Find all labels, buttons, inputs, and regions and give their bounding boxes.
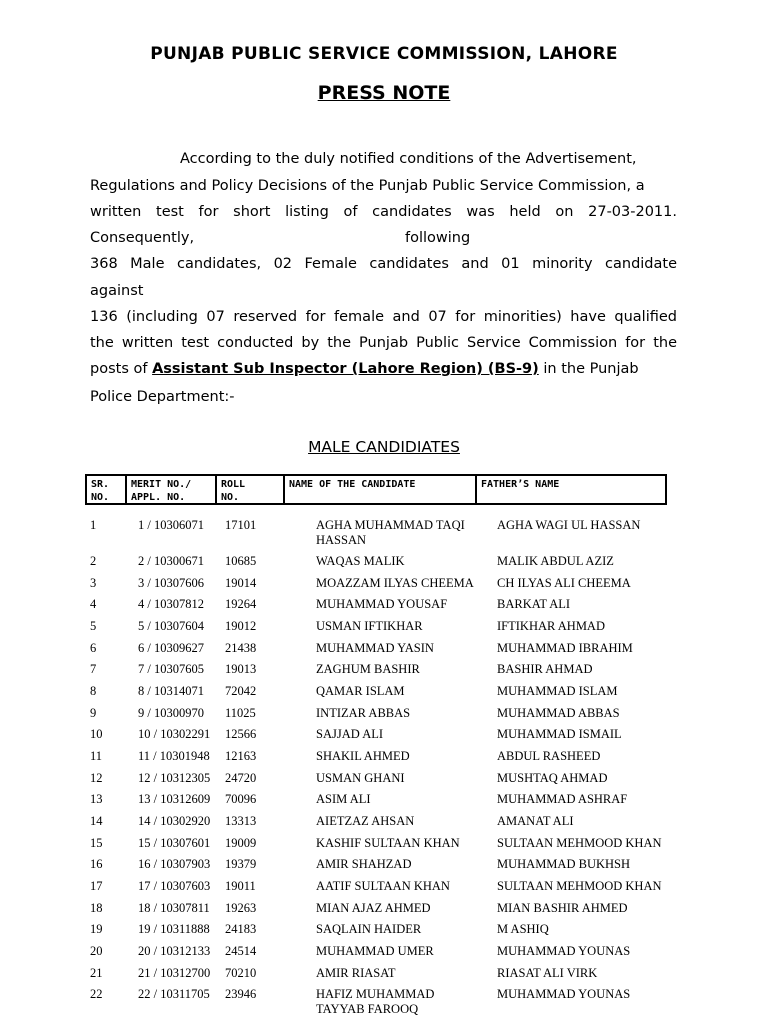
table-header [85, 474, 667, 505]
cell-roll-no: 70210 [225, 966, 257, 980]
cell-roll-no: 19009 [225, 836, 257, 850]
cell-merit-no: 3 / 10307606 [138, 576, 204, 590]
cell-father-name: MUHAMMAD ISMAIL [497, 727, 622, 741]
cell-roll-no: 12163 [225, 749, 257, 763]
cell-father-name: ABDUL RASHEED [497, 749, 601, 763]
header-roll-no: ROLL NO. [221, 479, 246, 503]
body-line-4a: Consequently, [90, 230, 195, 246]
cell-roll-no: 11025 [225, 706, 256, 720]
cell-sr-no: 6 [90, 641, 97, 655]
cell-merit-no: 17 / 10307603 [138, 879, 211, 893]
cell-roll-no: 12566 [225, 727, 257, 741]
cell-sr-no: 11 [90, 749, 103, 763]
cell-candidate-name: AGHA MUHAMMAD TAQI HASSAN [316, 518, 465, 547]
cell-father-name: MALIK ABDUL AZIZ [497, 554, 614, 568]
cell-merit-no: 13 / 10312609 [138, 792, 211, 806]
cell-sr-no: 20 [90, 944, 103, 958]
cell-sr-no: 21 [90, 966, 103, 980]
cell-father-name: MUHAMMAD YOUNAS [497, 944, 631, 958]
cell-sr-no: 2 [90, 554, 97, 568]
cell-candidate-name: INTIZAR ABBAS [316, 706, 411, 720]
cell-merit-no: 4 / 10307812 [138, 597, 204, 611]
cell-roll-no: 19264 [225, 597, 257, 611]
cell-sr-no: 19 [90, 922, 103, 936]
cell-father-name: AGHA WAGI UL HASSAN [497, 518, 641, 532]
header-candidate-name: NAME OF THE CANDIDATE [289, 479, 416, 490]
cell-father-name: M ASHIQ [497, 922, 549, 936]
header-father-name: FATHER’S NAME [481, 479, 560, 490]
body-line-6: against [90, 283, 144, 299]
cell-merit-no: 14 / 10302920 [138, 814, 211, 828]
cell-candidate-name: AMIR SHAHZAD [316, 857, 412, 871]
body-line-9 [90, 359, 677, 379]
cell-candidate-name: MUHAMMAD YASIN [316, 641, 434, 655]
cell-candidate-name: WAQAS MALIK [316, 554, 405, 568]
section-title-male-candidates: MALE CANDIDIATES [308, 438, 460, 456]
cell-father-name: MUHAMMAD YOUNAS [497, 987, 631, 1001]
cell-candidate-name: MIAN AJAZ AHMED [316, 901, 431, 915]
cell-roll-no: 24720 [225, 771, 257, 785]
cell-roll-no: 13313 [225, 814, 257, 828]
body-line-4b: following [405, 230, 471, 246]
cell-candidate-name: USMAN IFTIKHAR [316, 619, 423, 633]
cell-merit-no: 21 / 10312700 [138, 966, 211, 980]
cell-candidate-name: SAJJAD ALI [316, 727, 384, 741]
cell-candidate-name: USMAN GHANI [316, 771, 405, 785]
cell-roll-no: 23946 [225, 987, 257, 1001]
cell-candidate-name: MOAZZAM ILYAS CHEEMA [316, 576, 474, 590]
cell-father-name: MUHAMMAD IBRAHIM [497, 641, 633, 655]
cell-sr-no: 10 [90, 727, 103, 741]
cell-sr-no: 15 [90, 836, 103, 850]
body-line-9-suffix: in the Punjab [538, 361, 639, 377]
post-name: Assistant Sub Inspector (Lahore Region) (BS-9) [152, 361, 539, 377]
cell-father-name: MUHAMMAD ISLAM [497, 684, 618, 698]
cell-sr-no: 22 [90, 987, 103, 1001]
cell-father-name: MUHAMMAD ABBAS [497, 706, 620, 720]
cell-father-name: MUHAMMAD BUKHSH [497, 857, 631, 871]
cell-candidate-name: AATIF SULTAAN KHAN [316, 879, 450, 893]
cell-roll-no: 19379 [225, 857, 257, 871]
body-line-3: written test for short listing of candidates was held on 27-03-2011. [90, 204, 677, 220]
cell-sr-no: 16 [90, 857, 103, 871]
cell-roll-no: 21438 [225, 641, 257, 655]
cell-father-name: MUHAMMAD ASHRAF [497, 792, 628, 806]
header-merit-no: MERIT NO./ APPL. NO. [131, 479, 192, 503]
cell-roll-no: 72042 [225, 684, 257, 698]
cell-roll-no: 19014 [225, 576, 257, 590]
cell-father-name: SULTAAN MEHMOOD KHAN [497, 836, 662, 850]
cell-roll-no: 19011 [225, 879, 256, 893]
body-line-2: Regulations and Policy Decisions of the Punjab Public Service Commission, a [90, 178, 645, 194]
cell-sr-no: 4 [90, 597, 97, 611]
cell-sr-no: 9 [90, 706, 97, 720]
cell-merit-no: 18 / 10307811 [138, 901, 210, 915]
cell-father-name: AMANAT ALI [497, 814, 574, 828]
cell-sr-no: 12 [90, 771, 103, 785]
body-line-9-prefix: posts of [90, 361, 153, 377]
cell-candidate-name: MUHAMMAD YOUSAF [316, 597, 448, 611]
body-line-5: 368 Male candidates, 02 Female candidates and 01 minority candidate [90, 256, 677, 272]
cell-roll-no: 19013 [225, 662, 257, 676]
cell-merit-no: 20 / 10312133 [138, 944, 211, 958]
cell-roll-no: 24514 [225, 944, 257, 958]
cell-merit-no: 6 / 10309627 [138, 641, 204, 655]
body-line-8: the written test conducted by the Punjab Public Service Commission for the [90, 335, 677, 351]
cell-candidate-name: KASHIF SULTAAN KHAN [316, 836, 460, 850]
cell-merit-no: 16 / 10307903 [138, 857, 211, 871]
cell-father-name: RIASAT ALI VIRK [497, 966, 598, 980]
cell-merit-no: 7 / 10307605 [138, 662, 204, 676]
cell-merit-no: 11 / 10301948 [138, 749, 210, 763]
cell-roll-no: 70096 [225, 792, 257, 806]
cell-sr-no: 5 [90, 619, 97, 633]
cell-candidate-name: SHAKIL AHMED [316, 749, 410, 763]
body-line-1: According to the duly notified conditions of the Advertisement, [180, 151, 637, 167]
cell-merit-no: 22 / 10311705 [138, 987, 210, 1001]
body-line-7: 136 (including 07 reserved for female and 07 for minorities) have qualified [90, 309, 677, 325]
cell-sr-no: 3 [90, 576, 97, 590]
cell-roll-no: 10685 [225, 554, 257, 568]
cell-merit-no: 12 / 10312305 [138, 771, 211, 785]
cell-candidate-name: SAQLAIN HAIDER [316, 922, 422, 936]
body-line-10: Police Department:- [90, 389, 235, 405]
cell-merit-no: 5 / 10307604 [138, 619, 204, 633]
cell-father-name: IFTIKHAR AHMAD [497, 619, 605, 633]
organization-title: PUNJAB PUBLIC SERVICE COMMISSION, LAHORE [150, 44, 618, 64]
cell-sr-no: 14 [90, 814, 103, 828]
cell-candidate-name: ASIM ALI [316, 792, 371, 806]
cell-sr-no: 17 [90, 879, 103, 893]
cell-father-name: BASHIR AHMAD [497, 662, 593, 676]
header-sr-no: SR. NO. [91, 479, 110, 503]
cell-father-name: SULTAAN MEHMOOD KHAN [497, 879, 662, 893]
press-note-title: PRESS NOTE [317, 82, 451, 104]
cell-merit-no: 9 / 10300970 [138, 706, 204, 720]
cell-merit-no: 19 / 10311888 [138, 922, 210, 936]
cell-roll-no: 19012 [225, 619, 257, 633]
cell-roll-no: 19263 [225, 901, 257, 915]
cell-roll-no: 24183 [225, 922, 257, 936]
cell-candidate-name: QAMAR ISLAM [316, 684, 405, 698]
cell-sr-no: 8 [90, 684, 97, 698]
cell-father-name: MIAN BASHIR AHMED [497, 901, 628, 915]
cell-sr-no: 7 [90, 662, 97, 676]
cell-merit-no: 1 / 10306071 [138, 518, 204, 532]
cell-father-name: CH ILYAS ALI CHEEMA [497, 576, 631, 590]
cell-merit-no: 15 / 10307601 [138, 836, 211, 850]
cell-roll-no: 17101 [225, 518, 257, 532]
cell-sr-no: 18 [90, 901, 103, 915]
cell-merit-no: 8 / 10314071 [138, 684, 204, 698]
cell-candidate-name: AIETZAZ AHSAN [316, 814, 415, 828]
cell-merit-no: 2 / 10300671 [138, 554, 204, 568]
cell-sr-no: 13 [90, 792, 103, 806]
cell-father-name: MUSHTAQ AHMAD [497, 771, 608, 785]
cell-candidate-name: HAFIZ MUHAMMAD TAYYAB FAROOQ [316, 987, 435, 1016]
cell-father-name: BARKAT ALI [497, 597, 571, 611]
cell-candidate-name: MUHAMMAD UMER [316, 944, 434, 958]
cell-candidate-name: ZAGHUM BASHIR [316, 662, 420, 676]
cell-sr-no: 1 [90, 518, 97, 532]
cell-candidate-name: AMIR RIASAT [316, 966, 396, 980]
cell-merit-no: 10 / 10302291 [138, 727, 211, 741]
